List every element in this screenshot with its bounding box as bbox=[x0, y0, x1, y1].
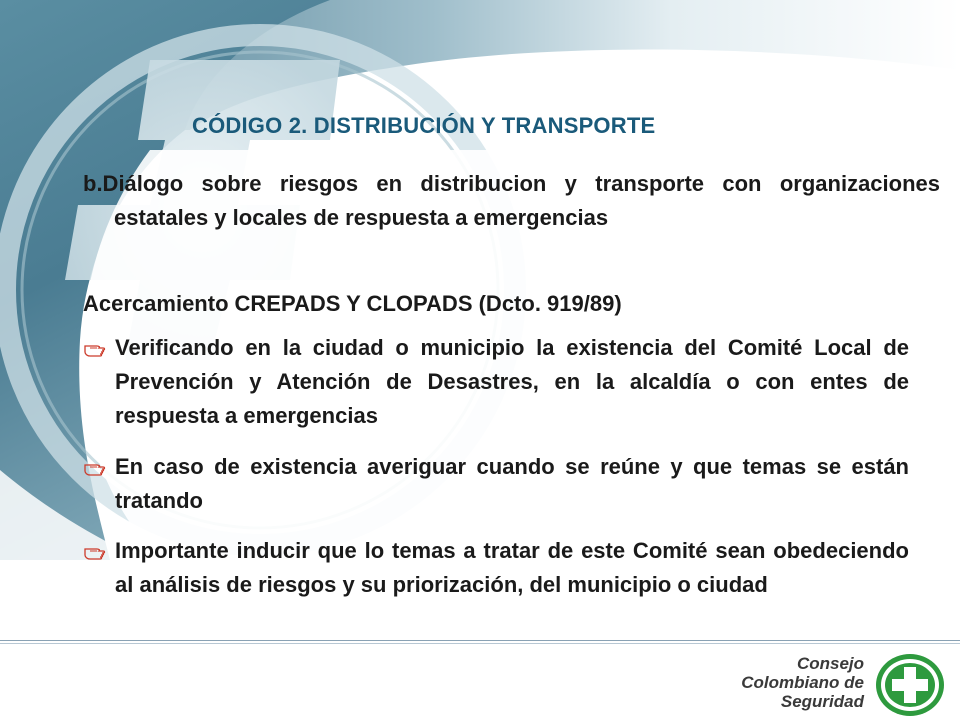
pointing-hand-icon bbox=[83, 460, 109, 478]
logo-line-2: Colombiano de bbox=[741, 673, 864, 692]
logo-line-1: Consejo bbox=[796, 654, 864, 673]
bullet-text: Importante inducir que lo temas a tratar de este Comité sean obedeciendo al análisis de riesgos y su priorización, del municipio o ciudad bbox=[115, 538, 909, 597]
intro-paragraph: b.Diálogo sobre riesgos en distribucion y transporte con organizaciones estatales y locales de respuesta a emergencias bbox=[83, 171, 940, 230]
logo-line-3: Seguridad bbox=[780, 692, 864, 711]
green-cross-icon bbox=[874, 652, 946, 718]
approach-label: Acercamiento bbox=[83, 291, 229, 316]
bullet-item bbox=[83, 534, 909, 602]
organization-logo-text bbox=[741, 654, 864, 711]
pointing-hand-icon bbox=[83, 341, 109, 359]
bullet-item bbox=[83, 331, 909, 433]
bullet-text: Verificando en la ciudad o municipio la existencia del Comité Local de Prevención y Atención de Desastres, en la alcaldía o con entes de respuesta a emergencias bbox=[115, 335, 909, 428]
slide-title: CÓDIGO 2. DISTRIBUCIÓN Y TRANSPORTE bbox=[192, 113, 656, 138]
approach-line bbox=[83, 287, 909, 321]
approach-detail: CREPADS Y CLOPADS (Dcto. 919/89) bbox=[234, 291, 622, 316]
footer-divider bbox=[0, 640, 960, 644]
bullet-item bbox=[83, 450, 909, 518]
bullet-text: En caso de existencia averiguar cuando se reúne y que temas se están tratando bbox=[115, 454, 909, 513]
pointing-hand-icon bbox=[83, 544, 109, 562]
